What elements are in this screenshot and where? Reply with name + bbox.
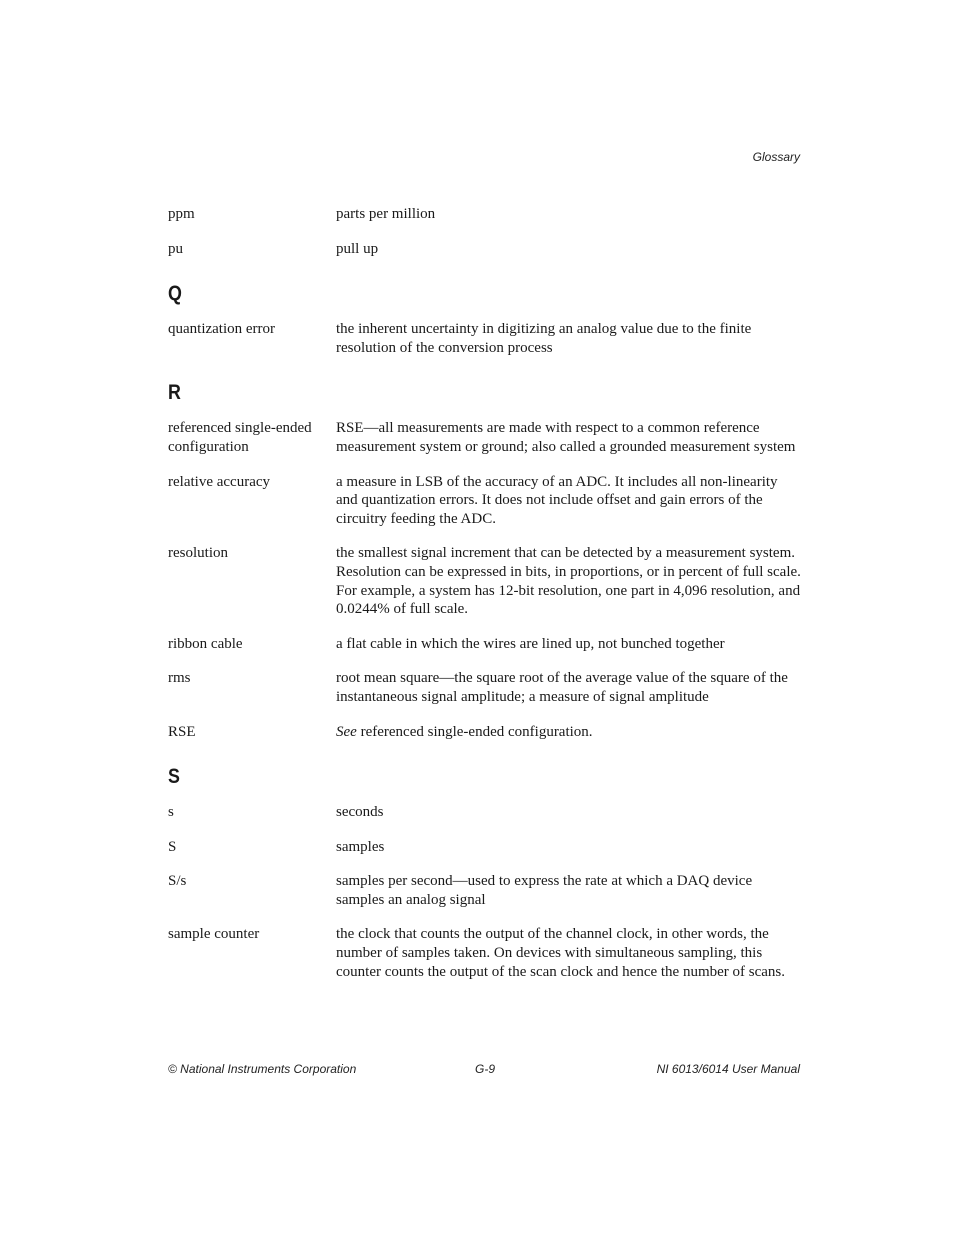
glossary-entry [168, 925, 802, 981]
glossary-definition: samples per second—used to express the rate at which a DAQ device samples an analog signal [336, 873, 753, 908]
section-heading-q: Q [168, 282, 182, 306]
glossary-entry [168, 473, 802, 529]
footer-manual-title: NI 6013/6014 User Manual [656, 1062, 800, 1076]
glossary-term: referenced single-ended configuration [168, 420, 312, 455]
glossary-definition: root mean square—the square root of the average value of the square of the instantaneous signal amplitude; a measure of signal amplitude [336, 670, 788, 705]
glossary-definition: the smallest signal increment that can be detected by a measurement system. Resolution can be expressed in bits, in proportions, or in percent of full scale. For example, a system has 12-bit resolution, one part in 4,096 resolution, and 0.0244% of full scale. [336, 545, 801, 618]
glossary-definition: a flat cable in which the wires are lined up, not bunched together [336, 635, 725, 652]
page-footer [168, 1062, 802, 1078]
glossary-entry [168, 803, 802, 822]
glossary-term: ribbon cable [168, 635, 243, 652]
section-heading-s: S [168, 765, 180, 789]
glossary-definition: the inherent uncertainty in digitizing an analog value due to the finite resolution of the conversion process [336, 321, 752, 356]
glossary-entry [168, 872, 802, 909]
glossary-definition: RSE—all measurements are made with respect to a common reference measurement system or ground; also called a grounded measurement system [336, 420, 796, 455]
glossary-definition [336, 723, 802, 742]
glossary-entry [168, 669, 802, 706]
glossary-entry [168, 635, 802, 654]
footer-page-number: G-9 [475, 1062, 496, 1076]
glossary-term: rms [168, 670, 191, 687]
glossary-term: resolution [168, 545, 228, 562]
glossary-term: s [168, 804, 174, 821]
glossary-term: relative accuracy [168, 473, 271, 490]
glossary-term: S/s [168, 873, 187, 890]
glossary-entry [168, 838, 802, 857]
glossary-definition: a measure in LSB of the accuracy of an ADC. It includes all non-linearity and quantization errors. It does not include offset and gain errors of the circuitry feeding the ADC. [336, 473, 778, 527]
glossary-definition: samples [336, 838, 385, 855]
glossary-definition: pull up [336, 240, 379, 257]
glossary-term: ppm [168, 206, 195, 222]
glossary-entry [168, 205, 802, 224]
glossary-entry [168, 419, 802, 456]
glossary-entry [168, 544, 802, 618]
glossary-entry [168, 320, 802, 357]
see-reference-label: See [336, 723, 357, 740]
glossary-term: S [168, 838, 177, 855]
glossary-definition: seconds [336, 804, 384, 821]
glossary-term: sample counter [168, 926, 260, 943]
running-header: Glossary [752, 150, 800, 164]
glossary-entry [168, 240, 802, 259]
glossary-definition: the clock that counts the output of the channel clock, in other words, the number of samples taken. On devices with simultaneous sampling, this counter counts the output of the scan clock and hence the number of scans. [336, 926, 786, 980]
glossary-term: pu [168, 240, 183, 257]
glossary-term: RSE [168, 723, 196, 740]
section-heading-r: R [168, 381, 181, 405]
footer-copyright: © National Instruments Corporation [168, 1062, 357, 1076]
glossary-entry [168, 723, 802, 742]
glossary-definition: parts per million [336, 206, 436, 222]
glossary-term: quantization error [168, 321, 276, 338]
glossary-body [168, 205, 802, 997]
cross-reference-text: referenced single-ended configuration. [356, 723, 593, 740]
